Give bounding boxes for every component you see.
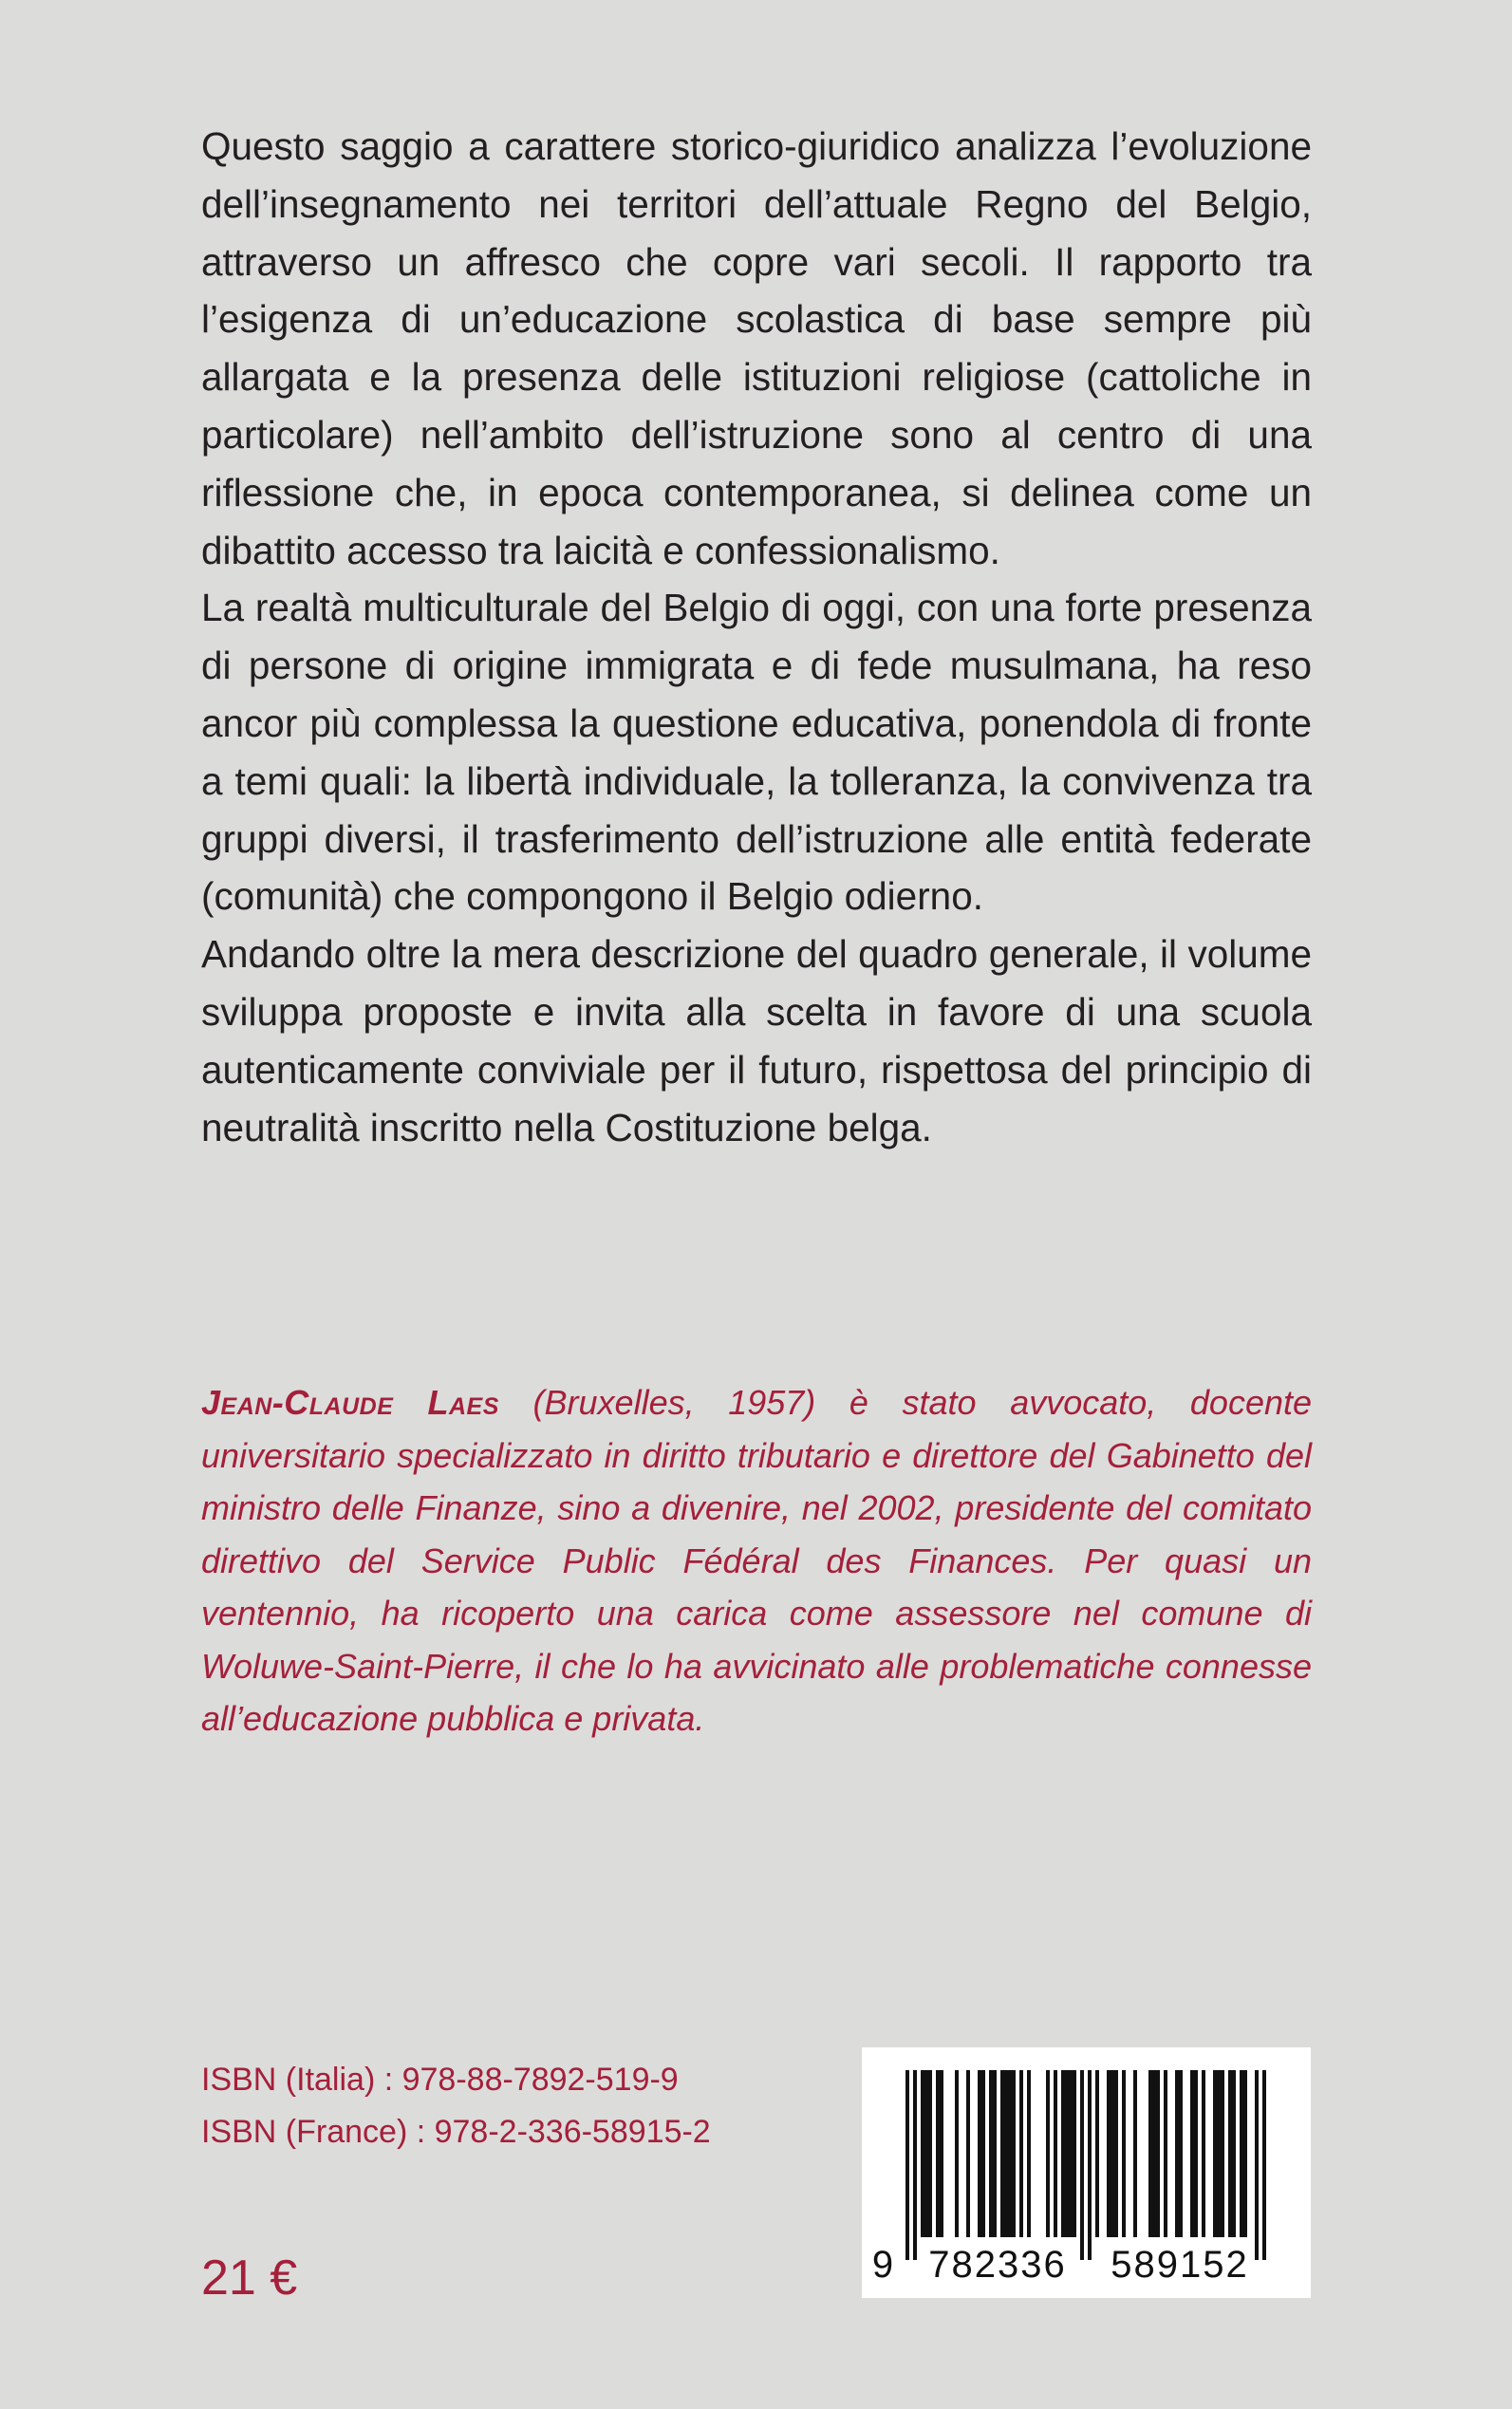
barcode-bar (1221, 2070, 1224, 2237)
barcode-graphic (862, 2047, 1311, 2298)
barcode-bar (1073, 2070, 1076, 2237)
author-bio (201, 1376, 1312, 1746)
barcode-bar (1114, 2070, 1118, 2237)
barcode-bar (1069, 2070, 1073, 2237)
barcode-digit-lead: 9 (871, 2244, 894, 2286)
barcode-bar (1065, 2070, 1069, 2237)
barcode-bar (981, 2070, 985, 2237)
barcode-bar (1008, 2070, 1012, 2237)
barcode-bar (993, 2070, 997, 2237)
barcode-bar (1111, 2070, 1114, 2237)
barcode-bar (1054, 2070, 1057, 2237)
barcode-bar (1004, 2070, 1008, 2237)
barcode-bar (1228, 2070, 1232, 2237)
barcode-bar (1232, 2070, 1236, 2237)
barcode-bar (989, 2070, 993, 2237)
barcode-bar (1019, 2070, 1023, 2237)
price-label: 21 € (201, 2250, 298, 2306)
barcode-bars (905, 2070, 1266, 2260)
barcode-bar (1190, 2070, 1194, 2237)
barcode-bar (1202, 2070, 1205, 2237)
barcode-bar (924, 2070, 928, 2237)
barcode-bar (921, 2070, 924, 2237)
author-name: Jean-Claude Laes (201, 1383, 499, 1422)
barcode-bar (1175, 2070, 1179, 2237)
barcode-bar (1012, 2070, 1016, 2237)
author-bio-text: (Bruxelles, 1957) è stato avvocato, docente universitario specializzato in diritto tributario e direttore del Gabinetto del ministro delle Finanze, sino a divenire, nel 2002, presidente del comitato direttivo del Service Public Fédéral des Finances. Per quasi un ventennio, ha ricoperto una carica come assessore nel comune di Woluwe-Saint-Pierre, il che lo ha avvicinato alle problematiche connesse all’educazione pubblica e privata. (201, 1383, 1313, 1738)
barcode-bar (1152, 2070, 1156, 2237)
barcode-bar (1027, 2070, 1031, 2237)
isbn-france: ISBN (France) : 978-2-336-58915-2 (201, 2114, 711, 2150)
barcode-guard-bar (905, 2070, 909, 2260)
barcode-digits-left: 782336 (928, 2244, 1067, 2286)
barcode-bar (1240, 2070, 1243, 2237)
barcode-bar (1107, 2070, 1111, 2237)
barcode-bar (1061, 2070, 1065, 2237)
barcode-bar (1164, 2070, 1167, 2237)
book-description (201, 118, 1312, 1156)
isbn-italia: ISBN (Italia) : 978-88-7892-519-9 (201, 2062, 679, 2098)
barcode-bar (978, 2070, 981, 2237)
barcode-bar (940, 2070, 943, 2237)
barcode-guard-bar (1080, 2070, 1084, 2260)
barcode-bar (1217, 2070, 1221, 2237)
description-paragraph-1: Questo saggio a carattere storico-giuridico analizza l’evoluzione dell’insegnamento nei territori dell’attuale Regno del Belgio, attraverso un affresco che copre vari secoli. Il rapporto tra l’esigenza di un’educazione scolastica di base sempre più allargata e la presenza delle istituzioni religiose (cattoliche in particolare) nell’ambito dell’istruzione sono al centro di una riflessione che, in epoca contemporanea, si delinea come un dibattito accesso tra laicità e confessionalismo. (201, 124, 1312, 572)
barcode-bar (1156, 2070, 1160, 2237)
barcode-bar (1095, 2070, 1099, 2237)
barcode-bar (1179, 2070, 1183, 2237)
barcode-guard-bar (913, 2070, 917, 2260)
barcode-bar (1213, 2070, 1217, 2237)
barcode-bar (966, 2070, 970, 2237)
barcode-bar (1148, 2070, 1152, 2237)
barcode-bar (955, 2070, 959, 2237)
barcode-bar (1122, 2070, 1126, 2237)
isbn-block (201, 2054, 711, 2158)
barcode-bar (936, 2070, 940, 2237)
barcode-bar (1133, 2070, 1137, 2237)
barcode (862, 2047, 1311, 2298)
description-paragraph-3: Andando oltre la mera descrizione del quadro generale, il volume sviluppa proposte e invita alla scelta in favore di una scuola autenticamente conviviale per il futuro, rispettosa del principio di neutralità inscritto nella Costituzione belga. (201, 932, 1312, 1149)
barcode-digits-right: 589152 (1111, 2244, 1249, 2286)
barcode-bar (1194, 2070, 1198, 2237)
barcode-guard-bar (1088, 2070, 1092, 2260)
barcode-bar (1243, 2070, 1247, 2237)
barcode-guard-bar (1262, 2070, 1266, 2260)
barcode-bar (1046, 2070, 1050, 2237)
barcode-bar (1000, 2070, 1004, 2237)
barcode-bar (928, 2070, 932, 2237)
barcode-guard-bar (1255, 2070, 1259, 2260)
description-paragraph-2: La realtà multiculturale del Belgio di oggi, con una forte presenza di persone di origine immigrata e di fede musulmana, ha reso ancor più complessa la questione educativa, ponendola di fronte a temi quali: la libertà individuale, la tolleranza, la convivenza tra gruppi diversi, il trasferimento dell’istruzione alle entità federate (comunità) che compongono il Belgio odierno. (201, 586, 1312, 919)
